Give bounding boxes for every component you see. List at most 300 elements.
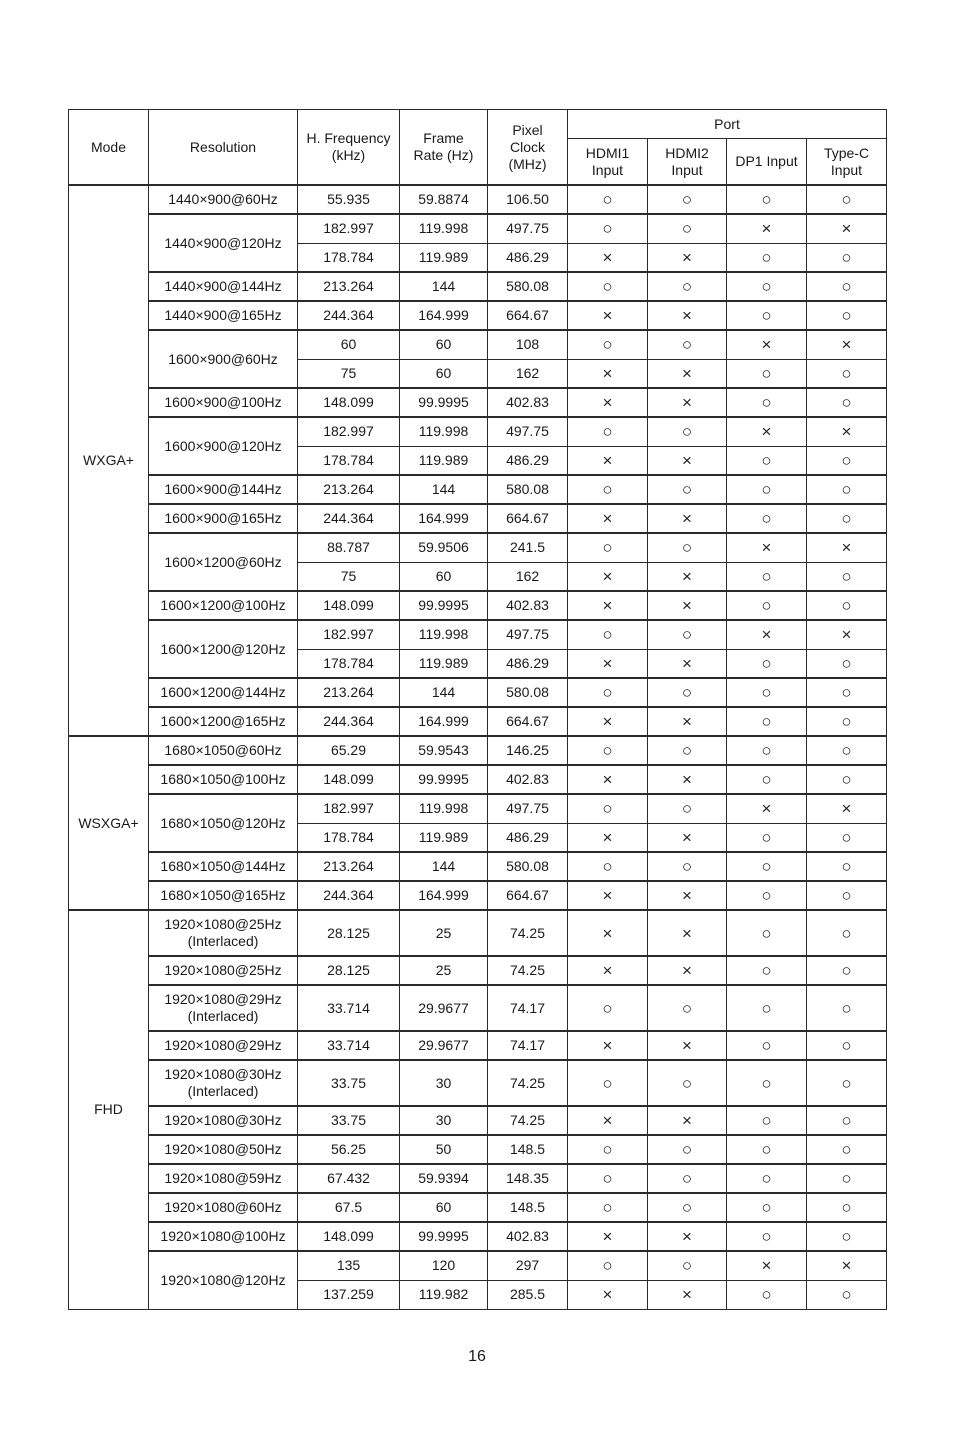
frame-rate-cell: 144 (400, 475, 488, 504)
table-row (69, 852, 887, 881)
port-dp1-supported-mark: ○ (727, 1031, 807, 1060)
resolution-cell (149, 1031, 298, 1060)
port-hdmi1-unsupported-mark: × (568, 956, 648, 985)
port-dp1-supported-mark: ○ (727, 1280, 807, 1309)
h-frequency-cell: 148.099 (298, 765, 400, 794)
port-dp1-unsupported-mark: × (727, 1251, 807, 1280)
port-hdmi1-unsupported-mark: × (568, 1106, 648, 1135)
frame-rate-cell: 119.998 (400, 794, 488, 823)
pixel-clock-cell: 146.25 (488, 736, 568, 765)
frame-rate-cell: 59.9394 (400, 1164, 488, 1193)
port-hdmi2-unsupported-mark: × (648, 1222, 727, 1251)
table-row (69, 1060, 887, 1106)
resolution-cell (149, 591, 298, 620)
mode-cell: FHD (69, 910, 149, 1309)
h-frequency-cell: 28.125 (298, 956, 400, 985)
resolution-label: 1920×1080@29Hz (164, 991, 282, 1007)
table-row (69, 736, 887, 765)
resolution-cell (149, 736, 298, 765)
h-frequency-cell: 67.5 (298, 1193, 400, 1222)
port-typec-supported-mark: ○ (807, 272, 887, 301)
resolution-cell (149, 504, 298, 533)
pixel-clock-cell: 148.5 (488, 1135, 568, 1164)
frame-rate-cell: 119.989 (400, 446, 488, 475)
table-row (69, 533, 887, 562)
port-hdmi1-supported-mark: ○ (568, 214, 648, 243)
resolution-label: 1680×1050@165Hz (160, 887, 286, 903)
port-dp1-supported-mark: ○ (727, 1222, 807, 1251)
port-hdmi2-unsupported-mark: × (648, 562, 727, 591)
port-dp1-supported-mark: ○ (727, 649, 807, 678)
frame-rate-cell: 164.999 (400, 881, 488, 910)
port-dp1-supported-mark: ○ (727, 504, 807, 533)
pixel-clock-cell: 580.08 (488, 272, 568, 301)
resolution-cell (149, 1135, 298, 1164)
h-frequency-cell: 88.787 (298, 533, 400, 562)
h-frequency-cell: 67.432 (298, 1164, 400, 1193)
port-hdmi1-supported-mark: ○ (568, 330, 648, 359)
pixel-clock-cell: 486.29 (488, 446, 568, 475)
port-hdmi2-supported-mark: ○ (648, 620, 727, 649)
frame-rate-cell: 99.9995 (400, 591, 488, 620)
pixel-clock-cell: 664.67 (488, 707, 568, 736)
port-dp1-supported-mark: ○ (727, 736, 807, 765)
h-frequency-cell: 33.714 (298, 985, 400, 1031)
pixel-clock-cell: 74.25 (488, 1060, 568, 1106)
resolution-label: 1920×1080@29Hz (164, 1037, 282, 1053)
resolution-label: 1600×900@100Hz (164, 394, 282, 410)
pixel-clock-cell: 402.83 (488, 765, 568, 794)
table-row (69, 707, 887, 736)
table-row (69, 881, 887, 910)
port-dp1-supported-mark: ○ (727, 881, 807, 910)
resolution-label: 1440×900@165Hz (164, 307, 282, 323)
port-dp1-supported-mark: ○ (727, 985, 807, 1031)
frame-rate-cell: 144 (400, 678, 488, 707)
resolution-label: 1920×1080@25Hz (164, 916, 282, 932)
resolution-cell (149, 388, 298, 417)
pixel-clock-cell: 74.25 (488, 956, 568, 985)
port-hdmi1-supported-mark: ○ (568, 1060, 648, 1106)
pixel-clock-cell: 580.08 (488, 678, 568, 707)
frame-rate-cell: 60 (400, 562, 488, 591)
resolution-label: 1920×1080@59Hz (164, 1170, 282, 1186)
table-row (69, 388, 887, 417)
port-typec-unsupported-mark: × (807, 794, 887, 823)
port-hdmi1-unsupported-mark: × (568, 562, 648, 591)
table-row (69, 985, 887, 1031)
header-port-hdmi2: HDMI2 Input (648, 139, 727, 186)
port-dp1-supported-mark: ○ (727, 678, 807, 707)
table-row (69, 910, 887, 956)
frame-rate-cell: 144 (400, 852, 488, 881)
port-typec-supported-mark: ○ (807, 562, 887, 591)
resolution-cell (149, 794, 298, 852)
port-typec-supported-mark: ○ (807, 678, 887, 707)
port-dp1-supported-mark: ○ (727, 243, 807, 272)
pixel-clock-cell: 74.25 (488, 1106, 568, 1135)
resolution-label: 1920×1080@30Hz (164, 1112, 282, 1128)
port-hdmi1-supported-mark: ○ (568, 852, 648, 881)
h-frequency-cell: 182.997 (298, 620, 400, 649)
pixel-clock-cell: 664.67 (488, 881, 568, 910)
port-hdmi1-unsupported-mark: × (568, 301, 648, 330)
frame-rate-cell: 119.998 (400, 214, 488, 243)
frame-rate-cell: 29.9677 (400, 985, 488, 1031)
resolution-label: 1600×1200@60Hz (164, 553, 282, 570)
port-hdmi2-unsupported-mark: × (648, 504, 727, 533)
frame-rate-cell: 99.9995 (400, 765, 488, 794)
port-hdmi2-supported-mark: ○ (648, 272, 727, 301)
resolution-label: 1680×1050@100Hz (160, 771, 286, 787)
port-hdmi2-unsupported-mark: × (648, 301, 727, 330)
resolution-note: (Interlaced) (187, 1083, 259, 1099)
h-frequency-cell: 65.29 (298, 736, 400, 765)
frame-rate-cell: 164.999 (400, 504, 488, 533)
port-hdmi1-unsupported-mark: × (568, 243, 648, 272)
mode-cell: WSXGA+ (69, 736, 149, 910)
port-hdmi1-supported-mark: ○ (568, 985, 648, 1031)
table-row (69, 301, 887, 330)
table-row (69, 504, 887, 533)
port-dp1-supported-mark: ○ (727, 956, 807, 985)
port-hdmi1-supported-mark: ○ (568, 185, 648, 214)
frame-rate-cell: 59.8874 (400, 185, 488, 214)
header-frame-rate: Frame Rate (Hz) (400, 110, 488, 186)
pixel-clock-cell: 497.75 (488, 214, 568, 243)
table-row (69, 330, 887, 359)
pixel-clock-cell: 74.25 (488, 910, 568, 956)
pixel-clock-cell: 162 (488, 562, 568, 591)
port-hdmi2-unsupported-mark: × (648, 707, 727, 736)
port-typec-supported-mark: ○ (807, 504, 887, 533)
port-hdmi1-unsupported-mark: × (568, 649, 648, 678)
table-row (69, 1193, 887, 1222)
table-row (69, 956, 887, 985)
port-dp1-supported-mark: ○ (727, 852, 807, 881)
port-typec-supported-mark: ○ (807, 475, 887, 504)
frame-rate-cell: 50 (400, 1135, 488, 1164)
frame-rate-cell: 120 (400, 1251, 488, 1280)
table-row (69, 475, 887, 504)
port-hdmi2-supported-mark: ○ (648, 794, 727, 823)
port-typec-supported-mark: ○ (807, 852, 887, 881)
port-hdmi1-supported-mark: ○ (568, 1164, 648, 1193)
frame-rate-cell: 164.999 (400, 707, 488, 736)
port-hdmi2-supported-mark: ○ (648, 678, 727, 707)
frame-rate-cell: 119.989 (400, 823, 488, 852)
resolution-cell (149, 214, 298, 272)
h-frequency-cell: 56.25 (298, 1135, 400, 1164)
resolution-cell (149, 185, 298, 214)
table-row (69, 678, 887, 707)
resolution-label: 1920×1080@120Hz (160, 1271, 286, 1288)
header-pixel-clock: Pixel Clock (MHz) (488, 110, 568, 186)
pixel-clock-cell: 148.35 (488, 1164, 568, 1193)
frame-rate-cell: 119.998 (400, 417, 488, 446)
port-dp1-unsupported-mark: × (727, 330, 807, 359)
port-hdmi1-supported-mark: ○ (568, 533, 648, 562)
port-hdmi1-supported-mark: ○ (568, 620, 648, 649)
port-typec-supported-mark: ○ (807, 1031, 887, 1060)
frame-rate-cell: 25 (400, 910, 488, 956)
pixel-clock-cell: 106.50 (488, 185, 568, 214)
resolution-label: 1680×1050@144Hz (160, 858, 286, 874)
resolution-cell (149, 707, 298, 736)
h-frequency-cell: 135 (298, 1251, 400, 1280)
port-typec-supported-mark: ○ (807, 1164, 887, 1193)
table-row (69, 272, 887, 301)
port-dp1-supported-mark: ○ (727, 562, 807, 591)
port-dp1-supported-mark: ○ (727, 765, 807, 794)
resolution-cell (149, 1251, 298, 1309)
resolution-cell (149, 956, 298, 985)
port-dp1-unsupported-mark: × (727, 620, 807, 649)
mode-cell: WXGA+ (69, 185, 149, 736)
frame-rate-cell: 60 (400, 359, 488, 388)
port-typec-supported-mark: ○ (807, 243, 887, 272)
port-hdmi2-supported-mark: ○ (648, 1164, 727, 1193)
resolution-cell (149, 1060, 298, 1106)
port-dp1-unsupported-mark: × (727, 214, 807, 243)
pixel-clock-cell: 148.5 (488, 1193, 568, 1222)
pixel-clock-cell: 74.17 (488, 1031, 568, 1060)
h-frequency-cell: 148.099 (298, 388, 400, 417)
resolution-label: 1680×1050@120Hz (160, 814, 286, 831)
resolution-cell (149, 852, 298, 881)
resolution-cell (149, 765, 298, 794)
frame-rate-cell: 119.989 (400, 243, 488, 272)
pixel-clock-cell: 486.29 (488, 243, 568, 272)
port-typec-unsupported-mark: × (807, 214, 887, 243)
header-port: Port (568, 110, 887, 139)
port-dp1-unsupported-mark: × (727, 533, 807, 562)
h-frequency-cell: 182.997 (298, 417, 400, 446)
port-dp1-supported-mark: ○ (727, 185, 807, 214)
h-frequency-cell: 182.997 (298, 214, 400, 243)
timing-table (68, 109, 887, 1310)
resolution-cell (149, 330, 298, 388)
h-frequency-cell: 60 (298, 330, 400, 359)
resolution-label: 1600×1200@100Hz (160, 597, 286, 613)
port-dp1-unsupported-mark: × (727, 794, 807, 823)
pixel-clock-cell: 497.75 (488, 794, 568, 823)
port-typec-supported-mark: ○ (807, 388, 887, 417)
header-mode: Mode (69, 110, 149, 186)
timing-table-body (69, 185, 887, 1309)
pixel-clock-cell: 486.29 (488, 823, 568, 852)
port-typec-supported-mark: ○ (807, 301, 887, 330)
header-resolution: Resolution (149, 110, 298, 186)
h-frequency-cell: 55.935 (298, 185, 400, 214)
port-hdmi1-unsupported-mark: × (568, 1280, 648, 1309)
port-hdmi2-supported-mark: ○ (648, 852, 727, 881)
resolution-cell (149, 620, 298, 678)
resolution-cell (149, 910, 298, 956)
port-hdmi1-unsupported-mark: × (568, 446, 648, 475)
port-hdmi2-supported-mark: ○ (648, 1060, 727, 1106)
port-typec-unsupported-mark: × (807, 620, 887, 649)
port-hdmi1-supported-mark: ○ (568, 1135, 648, 1164)
resolution-label: 1680×1050@60Hz (164, 742, 282, 758)
pixel-clock-cell: 402.83 (488, 388, 568, 417)
port-hdmi1-supported-mark: ○ (568, 1193, 648, 1222)
table-row (69, 591, 887, 620)
port-typec-supported-mark: ○ (807, 881, 887, 910)
port-hdmi1-supported-mark: ○ (568, 272, 648, 301)
port-typec-unsupported-mark: × (807, 1251, 887, 1280)
h-frequency-cell: 182.997 (298, 794, 400, 823)
pixel-clock-cell: 402.83 (488, 1222, 568, 1251)
resolution-label: 1600×900@165Hz (164, 510, 282, 526)
h-frequency-cell: 75 (298, 562, 400, 591)
frame-rate-cell: 164.999 (400, 301, 488, 330)
port-hdmi2-supported-mark: ○ (648, 1135, 727, 1164)
pixel-clock-cell: 664.67 (488, 301, 568, 330)
resolution-cell (149, 417, 298, 475)
port-typec-supported-mark: ○ (807, 765, 887, 794)
header-port-hdmi1: HDMI1 Input (568, 139, 648, 186)
frame-rate-cell: 60 (400, 330, 488, 359)
port-typec-supported-mark: ○ (807, 985, 887, 1031)
table-row (69, 1251, 887, 1280)
resolution-label: 1920×1080@50Hz (164, 1141, 282, 1157)
table-row (69, 417, 887, 446)
port-typec-unsupported-mark: × (807, 417, 887, 446)
frame-rate-cell: 99.9995 (400, 1222, 488, 1251)
port-hdmi1-unsupported-mark: × (568, 1222, 648, 1251)
port-typec-supported-mark: ○ (807, 1193, 887, 1222)
resolution-note: (Interlaced) (187, 1008, 259, 1024)
port-typec-supported-mark: ○ (807, 1060, 887, 1106)
table-row (69, 1164, 887, 1193)
pixel-clock-cell: 497.75 (488, 417, 568, 446)
resolution-cell (149, 881, 298, 910)
port-hdmi2-unsupported-mark: × (648, 649, 727, 678)
port-hdmi1-supported-mark: ○ (568, 736, 648, 765)
h-frequency-cell: 33.75 (298, 1060, 400, 1106)
port-dp1-supported-mark: ○ (727, 1106, 807, 1135)
port-typec-supported-mark: ○ (807, 956, 887, 985)
port-hdmi2-supported-mark: ○ (648, 475, 727, 504)
port-hdmi2-unsupported-mark: × (648, 446, 727, 475)
pixel-clock-cell: 241.5 (488, 533, 568, 562)
port-hdmi2-supported-mark: ○ (648, 417, 727, 446)
pixel-clock-cell: 486.29 (488, 649, 568, 678)
resolution-label: 1600×1200@165Hz (160, 713, 286, 729)
h-frequency-cell: 178.784 (298, 649, 400, 678)
port-hdmi2-unsupported-mark: × (648, 956, 727, 985)
table-row (69, 1222, 887, 1251)
port-typec-unsupported-mark: × (807, 533, 887, 562)
h-frequency-cell: 244.364 (298, 881, 400, 910)
resolution-label: 1600×900@60Hz (168, 350, 278, 367)
resolution-label: 1920×1080@25Hz (164, 962, 282, 978)
resolution-label: 1600×900@144Hz (164, 481, 282, 497)
port-hdmi2-supported-mark: ○ (648, 1193, 727, 1222)
port-hdmi2-unsupported-mark: × (648, 1031, 727, 1060)
port-hdmi1-unsupported-mark: × (568, 359, 648, 388)
port-hdmi2-unsupported-mark: × (648, 359, 727, 388)
port-hdmi2-supported-mark: ○ (648, 985, 727, 1031)
port-hdmi2-unsupported-mark: × (648, 591, 727, 620)
port-typec-supported-mark: ○ (807, 1222, 887, 1251)
port-hdmi1-supported-mark: ○ (568, 678, 648, 707)
pixel-clock-cell: 580.08 (488, 475, 568, 504)
frame-rate-cell: 60 (400, 1193, 488, 1222)
resolution-cell (149, 1164, 298, 1193)
resolution-cell (149, 301, 298, 330)
port-dp1-supported-mark: ○ (727, 910, 807, 956)
port-hdmi1-supported-mark: ○ (568, 475, 648, 504)
table-row (69, 1031, 887, 1060)
header-port-typec: Type-C Input (807, 139, 887, 186)
port-hdmi1-supported-mark: ○ (568, 1251, 648, 1280)
port-hdmi1-unsupported-mark: × (568, 823, 648, 852)
resolution-label: 1920×1080@30Hz (164, 1066, 282, 1082)
frame-rate-cell: 119.998 (400, 620, 488, 649)
port-dp1-supported-mark: ○ (727, 301, 807, 330)
resolution-label: 1600×1200@120Hz (160, 640, 286, 657)
port-typec-supported-mark: ○ (807, 185, 887, 214)
frame-rate-cell: 99.9995 (400, 388, 488, 417)
port-hdmi2-supported-mark: ○ (648, 533, 727, 562)
h-frequency-cell: 244.364 (298, 707, 400, 736)
frame-rate-cell: 59.9543 (400, 736, 488, 765)
h-frequency-cell: 213.264 (298, 272, 400, 301)
pixel-clock-cell: 74.17 (488, 985, 568, 1031)
frame-rate-cell: 30 (400, 1060, 488, 1106)
port-typec-supported-mark: ○ (807, 359, 887, 388)
port-hdmi2-unsupported-mark: × (648, 388, 727, 417)
port-typec-supported-mark: ○ (807, 736, 887, 765)
frame-rate-cell: 144 (400, 272, 488, 301)
port-dp1-supported-mark: ○ (727, 359, 807, 388)
table-row (69, 214, 887, 243)
header-h-frequency: H. Frequency (kHz) (298, 110, 400, 186)
port-typec-supported-mark: ○ (807, 707, 887, 736)
port-dp1-supported-mark: ○ (727, 272, 807, 301)
resolution-label: 1440×900@60Hz (168, 191, 278, 207)
resolution-cell (149, 1222, 298, 1251)
port-dp1-supported-mark: ○ (727, 591, 807, 620)
resolution-cell (149, 985, 298, 1031)
h-frequency-cell: 213.264 (298, 678, 400, 707)
h-frequency-cell: 178.784 (298, 446, 400, 475)
resolution-cell (149, 678, 298, 707)
port-hdmi1-unsupported-mark: × (568, 591, 648, 620)
port-typec-supported-mark: ○ (807, 1135, 887, 1164)
port-hdmi1-unsupported-mark: × (568, 504, 648, 533)
port-hdmi1-unsupported-mark: × (568, 765, 648, 794)
port-hdmi1-unsupported-mark: × (568, 910, 648, 956)
port-dp1-supported-mark: ○ (727, 475, 807, 504)
port-hdmi2-supported-mark: ○ (648, 1251, 727, 1280)
port-dp1-supported-mark: ○ (727, 707, 807, 736)
frame-rate-cell: 119.982 (400, 1280, 488, 1309)
frame-rate-cell: 25 (400, 956, 488, 985)
port-dp1-supported-mark: ○ (727, 446, 807, 475)
h-frequency-cell: 75 (298, 359, 400, 388)
resolution-cell (149, 1106, 298, 1135)
table-row (69, 620, 887, 649)
resolution-label: 1600×900@120Hz (164, 437, 282, 454)
port-dp1-supported-mark: ○ (727, 823, 807, 852)
port-hdmi2-unsupported-mark: × (648, 823, 727, 852)
resolution-label: 1440×900@120Hz (164, 234, 282, 251)
port-hdmi2-unsupported-mark: × (648, 910, 727, 956)
pixel-clock-cell: 580.08 (488, 852, 568, 881)
